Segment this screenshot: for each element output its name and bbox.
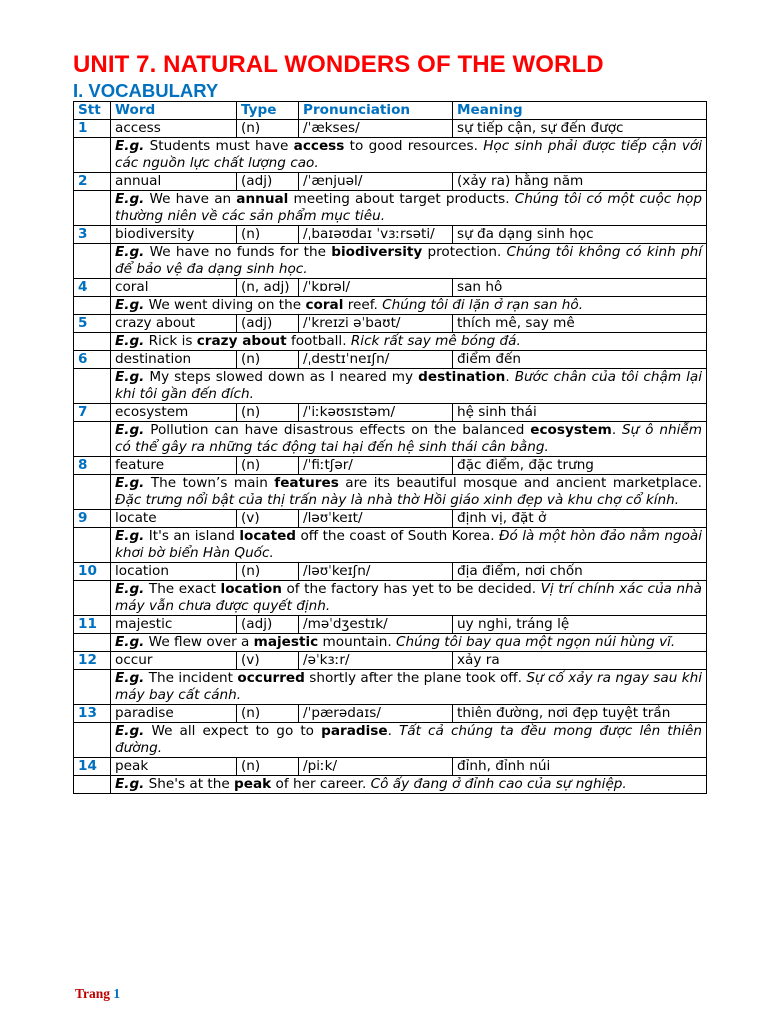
table-row <box>74 510 707 528</box>
example-text-pre: It's an island <box>144 528 240 544</box>
example-translation: Đặc trưng nổi bật của thị trấn này là nhà thờ Hồi giáo xinh đẹp và khu chợ cổ kính. <box>115 492 680 508</box>
example-row <box>74 475 707 510</box>
example-spacer <box>74 670 111 705</box>
example-text-post: are its beautiful mosque and ancient marketplace. <box>338 475 702 491</box>
example-keyword: paradise <box>321 723 388 739</box>
entry-word: occur <box>111 652 237 670</box>
entry-word: majestic <box>111 616 237 634</box>
entry-pronunciation: /piːk/ <box>299 758 453 776</box>
table-row <box>74 226 707 244</box>
example-label: E.g. <box>115 581 145 597</box>
example-translation: Cô ấy đang ở đỉnh cao của sự nghiệp. <box>370 776 627 792</box>
example-text-post: mountain. <box>318 634 397 650</box>
entry-type: (adj) <box>237 315 299 333</box>
entry-number: 6 <box>74 351 111 369</box>
example-translation: Tất cả chúng ta đều mong được lên thiên đường. <box>115 723 702 756</box>
example-text-post: reef. <box>343 297 383 313</box>
document-page <box>73 50 706 794</box>
entry-meaning: thiên đường, nơi đẹp tuyệt trần <box>453 705 707 723</box>
header-meaning: Meaning <box>453 102 707 120</box>
entry-pronunciation: /əˈkɜːr/ <box>299 652 453 670</box>
example-spacer <box>74 297 111 315</box>
table-row <box>74 351 707 369</box>
example-row <box>74 581 707 616</box>
example-spacer <box>74 422 111 457</box>
entry-word: location <box>111 563 237 581</box>
example-label: E.g. <box>115 723 145 739</box>
example-sentence <box>111 723 707 758</box>
entry-pronunciation: /ləʊˈkeɪt/ <box>299 510 453 528</box>
example-text-post: of her career. <box>271 776 371 792</box>
example-label: E.g. <box>115 333 145 349</box>
example-text-post: off the coast of South Korea. <box>296 528 499 544</box>
entry-number: 13 <box>74 705 111 723</box>
example-keyword: biodiversity <box>331 244 423 260</box>
example-sentence <box>111 475 707 510</box>
entry-pronunciation: /məˈdʒestɪk/ <box>299 616 453 634</box>
example-sentence <box>111 776 707 794</box>
example-spacer <box>74 634 111 652</box>
example-spacer <box>74 369 111 404</box>
example-translation: Vị trí chính xác của nhà máy vẫn chưa được quyết định. <box>115 581 702 614</box>
example-sentence <box>111 333 707 351</box>
entry-type: (n) <box>237 563 299 581</box>
example-translation: Rick rất say mê bóng đá. <box>350 333 521 349</box>
table-row <box>74 404 707 422</box>
entry-type: (n) <box>237 226 299 244</box>
example-label: E.g. <box>115 191 145 207</box>
entry-type: (n) <box>237 404 299 422</box>
entry-type: (n) <box>237 758 299 776</box>
example-text-pre: The incident <box>144 670 238 686</box>
example-keyword: peak <box>234 776 272 792</box>
example-text-pre: We have no funds for the <box>144 244 332 260</box>
entry-pronunciation: /ləʊˈkeɪʃn/ <box>299 563 453 581</box>
entry-word: biodiversity <box>111 226 237 244</box>
header-pronunciation: Pronunciation <box>299 102 453 120</box>
table-row <box>74 758 707 776</box>
entry-pronunciation: /ˈænjuəl/ <box>299 173 453 191</box>
example-label: E.g. <box>115 297 145 313</box>
entry-number: 7 <box>74 404 111 422</box>
entry-number: 8 <box>74 457 111 475</box>
example-text-pre: The exact <box>144 581 221 597</box>
entry-pronunciation: /ˈfiːtʃər/ <box>299 457 453 475</box>
example-spacer <box>74 138 111 173</box>
entry-meaning: sự tiếp cận, sự đến được <box>453 120 707 138</box>
example-text-post: football. <box>286 333 351 349</box>
header-word: Word <box>111 102 237 120</box>
example-sentence <box>111 297 707 315</box>
example-row <box>74 191 707 226</box>
example-text-pre: The town’s main <box>144 475 275 491</box>
entry-type: (v) <box>237 652 299 670</box>
table-row <box>74 279 707 297</box>
example-row <box>74 333 707 351</box>
example-translation: Chúng tôi có một cuộc họp thường niên về các sản phẩm mục tiêu. <box>115 191 703 224</box>
example-text-post: . <box>611 422 623 438</box>
example-translation: Đó là một hòn đảo nằm ngoài khơi bờ biển Hàn Quốc. <box>115 528 703 561</box>
example-label: E.g. <box>115 776 145 792</box>
entry-number: 2 <box>74 173 111 191</box>
header-type: Type <box>237 102 299 120</box>
entry-pronunciation: /ˈpærədaɪs/ <box>299 705 453 723</box>
entry-type: (v) <box>237 510 299 528</box>
example-spacer <box>74 723 111 758</box>
entry-meaning: uy nghi, tráng lệ <box>453 616 707 634</box>
entry-pronunciation: /ˌdestɪˈneɪʃn/ <box>299 351 453 369</box>
example-translation: Sự ô nhiễm có thể gây ra những tác động tai hại đến hệ sinh thái cân bằng. <box>115 422 702 455</box>
entry-meaning: (xảy ra) hằng năm <box>453 173 707 191</box>
entry-number: 3 <box>74 226 111 244</box>
example-text-pre: We went diving on the <box>144 297 306 313</box>
table-row <box>74 457 707 475</box>
entry-type: (n) <box>237 705 299 723</box>
example-spacer <box>74 191 111 226</box>
entry-word: access <box>111 120 237 138</box>
entry-word: paradise <box>111 705 237 723</box>
entry-word: destination <box>111 351 237 369</box>
example-sentence <box>111 634 707 652</box>
example-translation: Bước chân của tôi chậm lại khi tôi gần đến đích. <box>115 369 703 402</box>
example-keyword: located <box>239 528 297 544</box>
table-row <box>74 315 707 333</box>
entry-number: 10 <box>74 563 111 581</box>
entry-type: (adj) <box>237 173 299 191</box>
example-translation: Chúng tôi đi lặn ở rạn san hô. <box>382 297 584 313</box>
vocabulary-body <box>74 120 707 794</box>
entry-word: locate <box>111 510 237 528</box>
example-translation: Chúng tôi không có kinh phí để bảo vệ đa dạng sinh học. <box>115 244 702 277</box>
example-spacer <box>74 475 111 510</box>
example-label: E.g. <box>115 475 145 491</box>
example-sentence <box>111 581 707 616</box>
entry-number: 5 <box>74 315 111 333</box>
example-text-post: shortly after the plane took off. <box>304 670 527 686</box>
table-row <box>74 563 707 581</box>
table-row <box>74 120 707 138</box>
example-row <box>74 422 707 457</box>
example-text-post: to good resources. <box>344 138 484 154</box>
example-keyword: features <box>274 475 339 491</box>
example-text-pre: My steps slowed down as I neared my <box>144 369 419 385</box>
entry-type: (adj) <box>237 616 299 634</box>
example-row <box>74 670 707 705</box>
entry-word: feature <box>111 457 237 475</box>
table-row <box>74 616 707 634</box>
header-stt: Stt <box>74 102 111 120</box>
table-row <box>74 652 707 670</box>
example-label: E.g. <box>115 244 145 260</box>
example-keyword: crazy about <box>196 333 287 349</box>
entry-meaning: sự đa dạng sinh học <box>453 226 707 244</box>
example-spacer <box>74 333 111 351</box>
example-spacer <box>74 244 111 279</box>
entry-meaning: san hô <box>453 279 707 297</box>
table-header-row <box>74 102 707 120</box>
entry-number: 9 <box>74 510 111 528</box>
entry-number: 4 <box>74 279 111 297</box>
example-keyword: annual <box>236 191 289 207</box>
table-row <box>74 705 707 723</box>
example-text-pre: We all expect to go to <box>144 723 322 739</box>
entry-word: ecosystem <box>111 404 237 422</box>
example-text-pre: Students must have <box>144 138 294 154</box>
vocabulary-table <box>73 101 707 794</box>
example-text-post: meeting about target products. <box>288 191 515 207</box>
entry-meaning: thích mê, say mê <box>453 315 707 333</box>
example-row <box>74 369 707 404</box>
example-translation: Chúng tôi bay qua một ngọn núi hùng vĩ. <box>396 634 676 650</box>
example-text-pre: We have an <box>144 191 237 207</box>
entry-meaning: hệ sinh thái <box>453 404 707 422</box>
example-keyword: location <box>220 581 282 597</box>
example-row <box>74 528 707 563</box>
example-text-pre: We flew over a <box>144 634 254 650</box>
example-spacer <box>74 776 111 794</box>
entry-meaning: địa điểm, nơi chốn <box>453 563 707 581</box>
example-sentence <box>111 244 707 279</box>
example-row <box>74 723 707 758</box>
example-translation: Sự cố xảy ra ngay sau khi máy bay cất cánh. <box>115 670 703 703</box>
entry-type: (n) <box>237 120 299 138</box>
example-keyword: access <box>293 138 345 154</box>
entry-word: crazy about <box>111 315 237 333</box>
entry-meaning: đỉnh, đỉnh núi <box>453 758 707 776</box>
entry-number: 1 <box>74 120 111 138</box>
example-row <box>74 634 707 652</box>
example-sentence <box>111 528 707 563</box>
entry-pronunciation: /ˈiːkəʊsɪstəm/ <box>299 404 453 422</box>
entry-word: peak <box>111 758 237 776</box>
example-label: E.g. <box>115 138 145 154</box>
entry-pronunciation: /ˌbaɪəʊdaɪ ˈvɜːrsəti/ <box>299 226 453 244</box>
footer-label: Trang <box>75 986 111 1001</box>
example-row <box>74 297 707 315</box>
example-label: E.g. <box>115 528 145 544</box>
entry-pronunciation: /ˈkreɪzi əˈbaʊt/ <box>299 315 453 333</box>
example-keyword: destination <box>418 369 506 385</box>
example-translation: Học sinh phải được tiếp cận với các nguồn lực chất lượng cao. <box>115 138 702 171</box>
example-row <box>74 138 707 173</box>
entry-type: (n) <box>237 457 299 475</box>
example-row <box>74 776 707 794</box>
example-spacer <box>74 581 111 616</box>
example-sentence <box>111 138 707 173</box>
example-sentence <box>111 191 707 226</box>
entry-meaning: định vị, đặt ở <box>453 510 707 528</box>
entry-meaning: đặc điểm, đặc trưng <box>453 457 707 475</box>
example-text-post: . <box>505 369 515 385</box>
entry-type: (n, adj) <box>237 279 299 297</box>
entry-type: (n) <box>237 351 299 369</box>
entry-word: annual <box>111 173 237 191</box>
entry-pronunciation: /ˈækses/ <box>299 120 453 138</box>
example-label: E.g. <box>115 369 145 385</box>
unit-title: UNIT 7. NATURAL WONDERS OF THE WORLD <box>73 51 604 78</box>
table-row <box>74 173 707 191</box>
entry-meaning: điểm đến <box>453 351 707 369</box>
section-heading: I. VOCABULARY <box>73 80 219 101</box>
example-text-post: . <box>387 723 399 739</box>
example-text-pre: She's at the <box>144 776 235 792</box>
example-text-pre: Rick is <box>144 333 197 349</box>
example-sentence <box>111 422 707 457</box>
entry-number: 11 <box>74 616 111 634</box>
example-label: E.g. <box>115 422 145 438</box>
example-keyword: ecosystem <box>530 422 612 438</box>
entry-number: 12 <box>74 652 111 670</box>
page-number: 1 <box>113 986 121 1001</box>
entry-number: 14 <box>74 758 111 776</box>
example-label: E.g. <box>115 634 145 650</box>
example-text-post: of the factory has yet to be decided. <box>281 581 541 597</box>
example-label: E.g. <box>115 670 145 686</box>
example-sentence <box>111 369 707 404</box>
example-spacer <box>74 528 111 563</box>
page-footer <box>75 986 120 1002</box>
example-keyword: occurred <box>237 670 305 686</box>
example-sentence <box>111 670 707 705</box>
entry-meaning: xảy ra <box>453 652 707 670</box>
entry-word: coral <box>111 279 237 297</box>
example-text-pre: Pollution can have disastrous effects on the balanced <box>144 422 531 438</box>
example-keyword: coral <box>305 297 344 313</box>
example-text-post: protection. <box>422 244 507 260</box>
entry-pronunciation: /ˈkɒrəl/ <box>299 279 453 297</box>
example-keyword: majestic <box>253 634 319 650</box>
example-row <box>74 244 707 279</box>
